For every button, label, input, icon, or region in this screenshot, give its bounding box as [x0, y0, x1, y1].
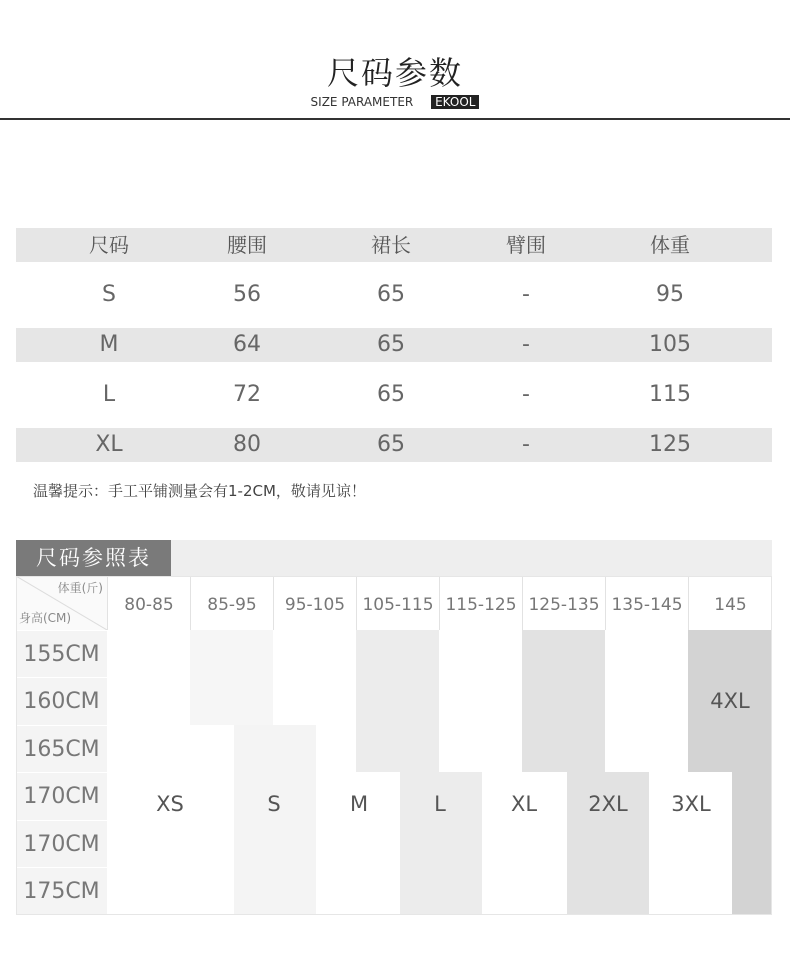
cell-arm: - [522, 332, 530, 357]
page-subtitle [0, 95, 790, 109]
height-cell: 160CM [16, 677, 107, 724]
weight-header-cell: 95-105 [273, 576, 356, 630]
subtitle-text: SIZE PARAMETER [310, 95, 414, 109]
weight-header-cell: 85-95 [190, 576, 273, 630]
size-label-s: S [267, 792, 281, 816]
height-cell: 155CM [16, 630, 107, 677]
header-divider [0, 118, 790, 120]
col-header-skirt-length: 裙长 [371, 233, 411, 257]
height-cell: 165CM [16, 725, 107, 772]
cell-waist: 72 [233, 382, 261, 407]
size-table-header [16, 228, 772, 262]
cell-waist: 80 [233, 432, 261, 457]
height-cell: 170CM [16, 772, 107, 819]
cell-arm: - [522, 282, 530, 307]
weight-header-cell: 115-125 [439, 576, 522, 630]
cell-skirt-length: 65 [377, 382, 405, 407]
cell-skirt-length: 65 [377, 282, 405, 307]
measurement-tip: 温馨提示：手工平铺测量会有1-2CM，敬请见谅！ [33, 482, 366, 500]
col-header-size: 尺码 [89, 233, 129, 257]
cell-size: L [102, 382, 116, 407]
weight-header-cell: 145 [688, 576, 772, 630]
cell-arm: - [522, 432, 530, 457]
size-block-4xl [732, 772, 772, 915]
size-table [16, 228, 772, 478]
weight-header-cell: 125-135 [522, 576, 605, 630]
height-cell: 175CM [16, 867, 107, 915]
cell-skirt-length: 65 [377, 332, 405, 357]
size-label-2xl: 2XL [588, 792, 628, 816]
weight-header-row [16, 576, 772, 630]
cell-size: M [99, 332, 119, 357]
size-label-l: L [434, 792, 446, 816]
height-column [16, 630, 107, 915]
cell-weight: 125 [649, 432, 691, 457]
size-block-l [356, 630, 439, 772]
size-label-xs: XS [156, 792, 184, 816]
cell-weight: 115 [649, 382, 691, 407]
col-header-weight: 体重 [650, 233, 690, 257]
cell-waist: 56 [233, 282, 261, 307]
table-row [16, 378, 772, 412]
size-label-3xl: 3XL [671, 792, 711, 816]
corner-weight-label: 体重(斤) [57, 581, 103, 595]
brand-badge: EKOOL [431, 95, 479, 109]
table-row [16, 428, 772, 462]
table-row [16, 278, 772, 312]
size-label-4xl: 4XL [710, 689, 750, 713]
col-header-waist: 腰围 [227, 233, 267, 257]
col-header-arm: 臂围 [506, 233, 546, 257]
cell-weight: 105 [649, 332, 691, 357]
size-block-2xl [522, 630, 605, 772]
size-block-s [190, 630, 273, 725]
reference-title: 尺码参照表 [16, 540, 171, 576]
weight-header-cell: 105-115 [356, 576, 439, 630]
cell-arm: - [522, 382, 530, 407]
cell-size: S [102, 282, 116, 307]
weight-header-cell: 135-145 [605, 576, 688, 630]
cell-skirt-length: 65 [377, 432, 405, 457]
corner-height-label: 身高(CM) [19, 611, 72, 625]
corner-diagonal [16, 576, 107, 630]
size-block-s [234, 725, 316, 915]
cell-weight: 95 [656, 282, 684, 307]
size-reference-chart [16, 540, 772, 915]
size-label-m: M [349, 792, 369, 816]
cell-size: XL [95, 432, 123, 457]
height-cell: 170CM [16, 820, 107, 867]
size-label-xl: XL [510, 792, 538, 816]
cell-waist: 64 [233, 332, 261, 357]
page-title: 尺码参数 [326, 54, 463, 92]
weight-header-cell: 80-85 [107, 576, 190, 630]
table-row [16, 328, 772, 362]
corner-cell [16, 576, 107, 630]
